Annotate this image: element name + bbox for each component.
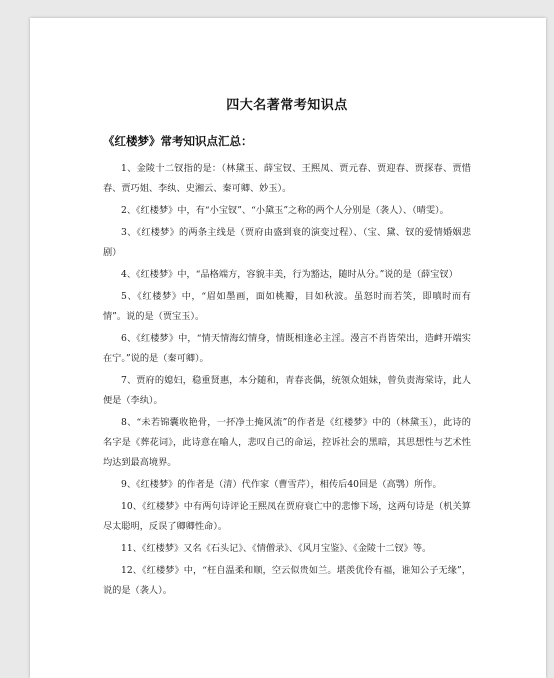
list-item: 1、金陵十二钗指的是：（林黛玉、薛宝钗、王熙凤、贾元春、贾迎春、贾探春、贾惜春、贾巧姐、李纨、史湘云、秦可卿、妙玉）。 [103, 163, 471, 194]
list-item: 6、《红楼梦》中，“情天情海幻情身，情既相逢必主淫。漫言不肖皆荣出，造衅开端实在宁。”说的是（秦可卿）。 [103, 333, 471, 364]
document-page [30, 18, 546, 678]
list-item: 11、《红楼梦》又名《石头记》、《情僧录》、《风月宝鉴》、《金陵十二钗》等。 [121, 543, 432, 554]
list-item: 10、《红楼梦》中有两句诗评论王熙凤在贾府衰亡中的悲惨下场，这两句诗是（机关算尽太聪明，反误了卿卿性命）。 [103, 501, 471, 532]
document-title: 四大名著常考知识点 [226, 98, 348, 113]
knowledge-list [103, 159, 471, 603]
list-item: 4、《红楼梦》中，“品格端方，容貌丰美，行为豁达，随时从分。”说的是（薛宝钗） [121, 269, 458, 280]
list-item: 7、贾府的媳妇，稳重贤惠，本分随和，青春丧偶，统领众姐妹，曾负责海棠诗，此人便是（李纨）。 [103, 375, 471, 406]
list-item: 12、《红楼梦》中，“枉自温柔和顺，空云似贵如兰。堪羡优伶有福，谁知公子无缘”，说的是（袭人）。 [103, 565, 471, 596]
list-item: 2、《红楼梦》中，有“小宝钗”、“小黛玉”之称的两个人分别是（袭人）、（晴雯）。 [121, 205, 449, 216]
list-item: 3、《红楼梦》的两条主线是（贾府由盛到衰的演变过程）、（宝、黛、钗的爱情婚姻悲剧） [103, 227, 471, 258]
list-item: 5、《红楼梦》中，“眉如墨画，面如桃瓣，目如秋波。虽怒时而若笑，即嗔时而有情”。说的是（贾宝玉）。 [103, 291, 471, 322]
section-heading: 《红楼梦》常考知识点汇总： [103, 134, 253, 148]
list-item: 8、“未若锦囊收艳骨，一抔净土掩风流”的作者是《红楼梦》中的（林黛玉），此诗的名字是《葬花词》，此诗意在喻人，悲叹自己的命运，控诉社会的黑暗，其思想性与艺术性均达到最高境界。 [103, 417, 471, 468]
list-item: 9、《红楼梦》的作者是（清）代作家（曹雪芹），相传后40回是（高鹗）所作。 [121, 479, 442, 490]
